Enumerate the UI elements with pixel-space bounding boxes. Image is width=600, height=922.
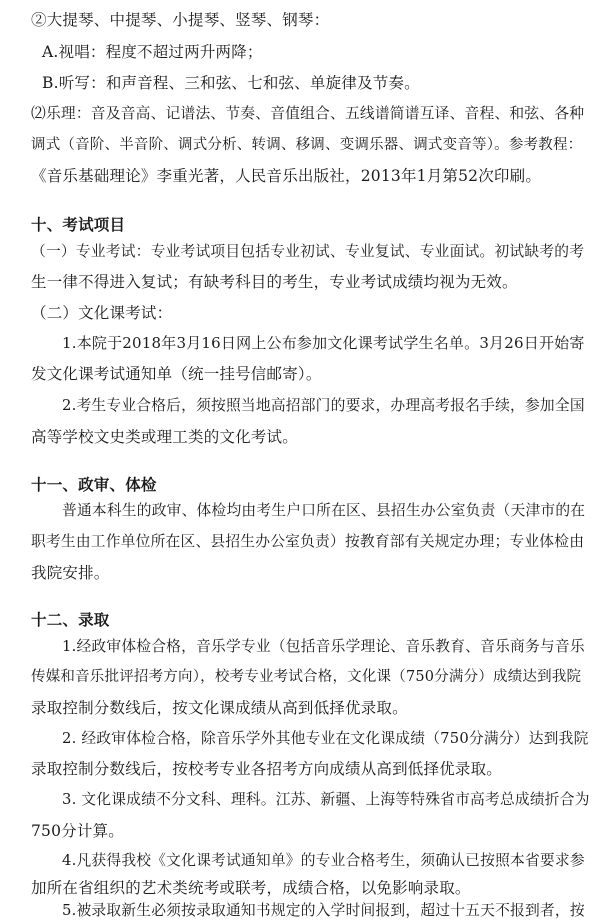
section-heading-political-health: 十一、政审、体检 xyxy=(31,476,157,494)
paragraph-line: 录取控制分数线后，按校考专业各招考方向成绩从高到低择优录取。 xyxy=(31,760,503,778)
paragraph-line: 4.凡获得我校《文化课考试通知单》的专业合格考生，须确认已按照本省要求参 xyxy=(62,852,585,869)
paragraph-line: （二）文化课考试： xyxy=(31,304,173,322)
instruments-line: ②大提琴、中提琴、小提琴、竖琴、钢琴： xyxy=(31,11,330,29)
paragraph-line: 2.考生专业合格后，须按照当地高招部门的要求，办理高考报名手续，参加全国 xyxy=(62,397,585,414)
music-theory-line: 调式（音阶、半音阶、调式分析、转调、移调、变调乐器、调式变音等）。参考教程： xyxy=(31,137,583,153)
paragraph-line: 普通本科生的政审、体检均由考生户口所在区、县招生办公室负责（天津市的在 xyxy=(62,502,586,519)
paragraph-line: 传媒和音乐批评招考方向），校考专业考试合格，文化课（750分满分）成绩达到我院 xyxy=(31,669,582,685)
paragraph-line: 5.被录取新生必须按录取通知书规定的入学时间报到，超过十五天不报到者，按 xyxy=(62,902,585,919)
paragraph-line: 1.经政审体检合格，音乐学专业（包括音乐学理论、音乐教育、音乐商务与音乐 xyxy=(62,638,585,655)
paragraph-line: （一）专业考试：专业考试项目包括专业初试、专业复试、专业面试。初试缺考的考 xyxy=(31,243,585,260)
paragraph-line: 1.本院于2018年3月16日网上公布参加文化课考试学生名单。3月26日开始寄 xyxy=(62,334,585,352)
paragraph-line: 职考生由工作单位所在区、县招生办公室负责）按教育部有关规定办理；专业体检由 xyxy=(31,533,585,550)
paragraph-line: 2. 经政审体检合格，除音乐学外其他专业在文化课成绩（750分满分）达到我院 xyxy=(62,730,589,747)
music-theory-line: ⑵乐理：音及音高、记谱法、节奏、音值组合、五线谱简谱互译、音程、和弦、各种 xyxy=(31,105,585,122)
paragraph-line: 生一律不得进入复试；有缺考科目的考生，专业考试成绩均视为无效。 xyxy=(31,273,518,291)
paragraph-line: 高等学校文史类或理工类的文化考试。 xyxy=(31,428,298,446)
paragraph-line: 750分计算。 xyxy=(31,822,124,840)
section-heading-admission: 十二、录取 xyxy=(31,611,110,629)
paragraph-line: 发文化课考试通知单（统一挂号信邮寄）。 xyxy=(31,365,322,383)
paragraph-line: 录取控制分数线后，按文化课成绩从高到低择优录取。 xyxy=(31,699,408,717)
paragraph-line: 加所在省组织的艺术类统考或联考，成绩合格，以免影响录取。 xyxy=(31,879,471,897)
music-theory-line: 《音乐基础理论》李重光著，人民音乐出版社，2013年1月第52次印刷。 xyxy=(31,167,542,185)
sight-singing-item: A.视唱：程度不超过两升两降； xyxy=(42,43,263,61)
dictation-item: B.听写：和声音程、三和弦、七和弦、单旋律及节奏。 xyxy=(42,74,420,92)
paragraph-line: 我院安排。 xyxy=(31,564,110,582)
section-heading-exam-items: 十、考试项目 xyxy=(31,216,126,234)
paragraph-line: 3. 文化课成绩不分文科、理科。江苏、新疆、上海等特殊省市高考总成绩折合为 xyxy=(62,791,590,808)
